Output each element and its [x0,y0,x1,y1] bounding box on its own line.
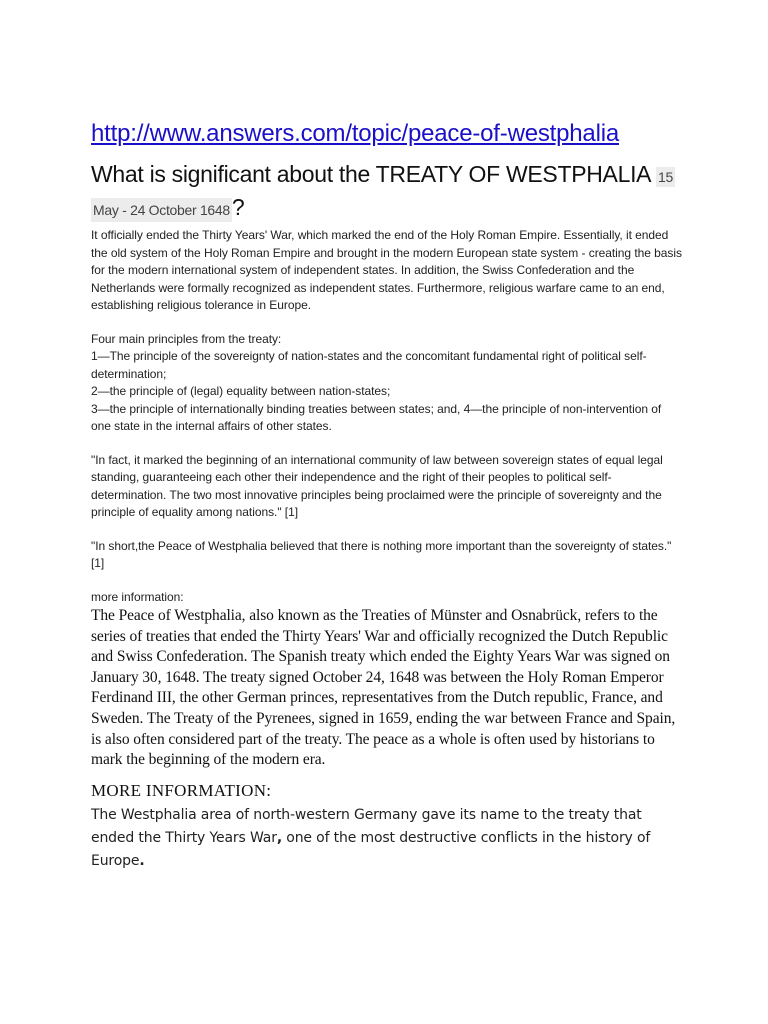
source-link[interactable]: http://www.answers.com/topic/peace-of-westphalia [91,120,619,147]
final-paragraph [91,804,683,873]
principle-item: 1—The principle of the sovereignty of nation-states and the concomitant fundamental right of political self-determination; [91,349,647,381]
more-info-label: more information: [91,589,184,604]
page-heading [91,159,683,225]
final-comma: , [276,829,282,846]
more-info-paragraph: The Peace of Westphalia, also known as the Treaties of Münster and Osnabrück, refers to the series of treaties that ended the Thirty Years' War and officially recognized the Dutch Republic and Swiss Confederation. The Spanish treaty which ended the Eighty Years War was signed on January 30, 1648. The treaty signed October 24, 1648 was between the Holy Roman Emperor Ferdinand III, the other German princes, representatives from the Dutch republic, France, and Sweden. The Treaty of the Pyrenees, signed in 1659, ending the war between France and Spain, is also often considered part of the treaty. The peace as a whole is often used by historians to mark the beginning of the modern era. [91,607,676,769]
principle-item: 2—the principle of (legal) equality between nation-states; [91,384,391,398]
final-text-part1: The Westphalia area of north-western Germany gave its name to the treaty that ended the Thirty Years War [91,806,642,846]
principle-item: 3—the principle of internationally binding treaties between states; and, 4—the principle of non-intervention of one state in the internal affairs of other states. [91,401,662,433]
principles-title: Four main principles from the treaty: [91,331,282,346]
date-part1: 15 [658,169,674,185]
quote-paragraph: "In fact, it marked the beginning of an international community of law between sovereign states of equal legal standing, guaranteeing each other their independence and the right of their peoples to political self-determination. The two most innovative principles being proclaimed were the principle of sovereignty and the principle of equality among nations." [1] [91,452,663,519]
final-text-part2: one of the most destructive conflicts in the history of Europe [91,829,651,869]
quote-paragraph: "In short,the Peace of Westphalia believed that there is nothing more important than the sovereignty of states." [1] [91,538,672,570]
heading-question-mark: ? [231,194,245,220]
heading-text: What is significant about the TREATY OF WESTPHALIA [91,161,650,187]
more-info-heading: MORE INFORMATION: [91,780,272,800]
document-page [91,118,683,873]
date-part2: May - 24 October 1648 [91,198,232,222]
final-period: . [139,852,145,869]
intro-paragraph: It officially ended the Thirty Years' War, which marked the end of the Holy Roman Empire. Essentially, it ended the old system of the Holy Roman Empire and brought in the modern European state system - creating the basis for the modern international system of independent states. In addition, the Swiss Confederation and the Netherlands were formally recognized as independent states. Furthermore, religious warfare came to an end, establishing religious tolerance in Europe. [91,228,682,312]
